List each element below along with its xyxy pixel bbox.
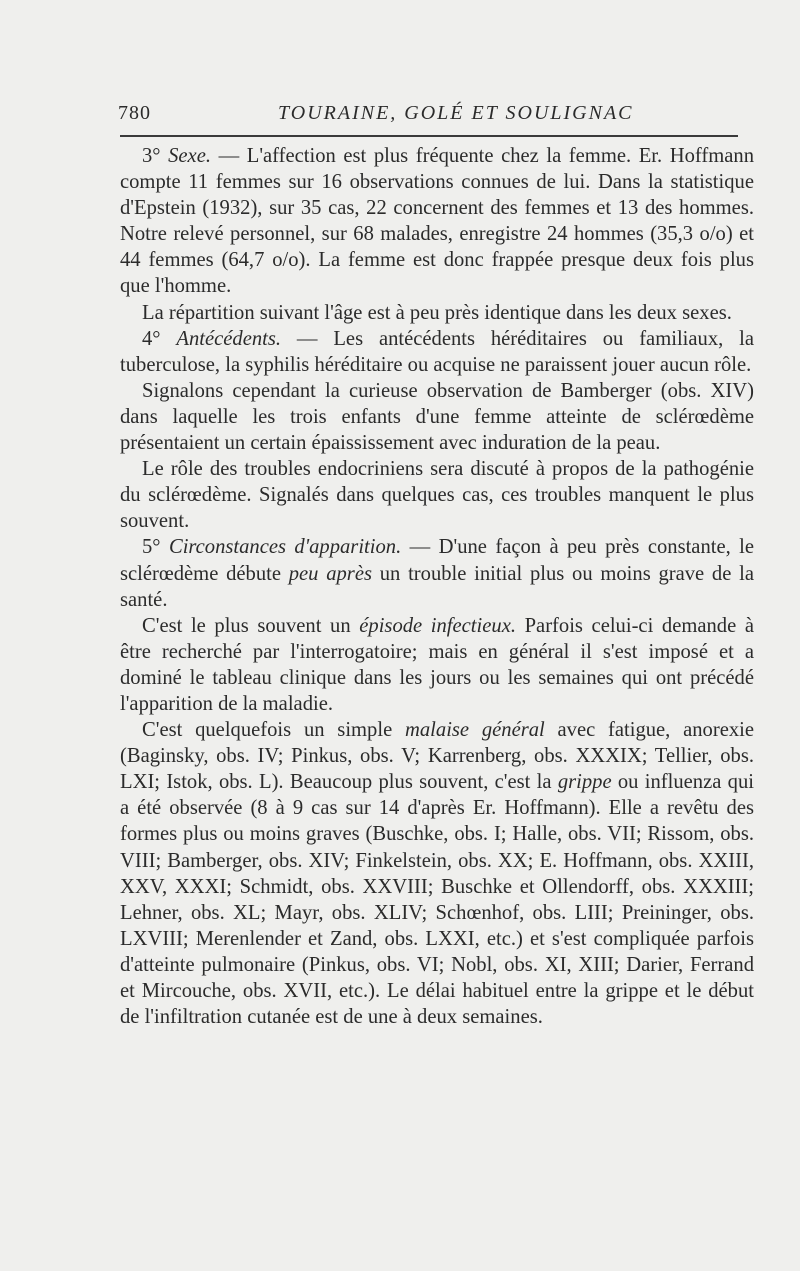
emphasis-text: épisode infectieux. <box>359 614 516 637</box>
paragraph-age <box>120 300 754 326</box>
paragraph-text: avec fatigue, anorexie (Baginsky, obs. IV; Pinkus, obs. V; Karrenberg, obs. XXXIX; Tellier, obs. LXI; Istok, obs. L). Beaucoup plus souvent, c'est la <box>120 719 754 794</box>
paragraph-text: Parfois celui-ci demande à être recherché par l'interrogatoire; mais en général il s'est imposé et a dominé le tableau clinique dans les jours ou les semaines qui ont précédé l'apparition de la maladie. <box>120 614 755 715</box>
paragraph-bamberger <box>120 378 754 456</box>
running-title: TOURAINE, GOLÉ ET SOULIGNAC <box>278 102 634 124</box>
section-number: 5° <box>142 536 161 559</box>
paragraph-infectieux <box>120 613 754 717</box>
paragraph-circonstances <box>120 534 754 612</box>
section-number: 4° <box>142 327 161 350</box>
paragraph-text: ou influenza qui a été observée (8 à 9 cas sur 14 d'après Er. Hoffmann). Elle a revêtu des formes plus ou moins graves (Buschke, obs. I; Halle, obs. VII; Rissom, obs. VIII; Bamberger, obs. XIV; Finkelstein, obs. XX; E. Hoffmann, obs. XXIII, XXV, XXXI; Schmidt, obs. XXVIII; Buschke et Ollendorff, obs. XXXIII; Lehner, obs. XL; Mayr, obs. XLIV; Schœnhof, obs. LIII; Preininger, obs. LXVIII; Merenlender et Zand, obs. LXXI, etc.) et s'est compliquée parfois d'atteinte pulmonaire (Pinkus, obs. VI; Nobl, obs. XI, XIII; Darier, Ferrand et Mircouche, obs. XVII, etc.). Le délai habituel entre la grippe et le début de l'infiltration cutanée est de une à deux semaines. <box>120 771 754 1029</box>
paragraph-text: Signalons cependant la curieuse observation de Bamberger (obs. XIV) dans laquelle les trois enfants d'une femme atteinte de sclérœdème présentaient un certain épaississement avec induration de la peau. <box>120 379 754 455</box>
section-title: Antécédents. <box>176 327 282 350</box>
header-rule <box>120 135 738 137</box>
page-number: 780 <box>118 102 151 124</box>
paragraph-endocrine <box>120 456 754 534</box>
body-text <box>120 143 754 1030</box>
section-title: Sexe. <box>168 145 211 167</box>
paragraph-sexe <box>120 143 754 300</box>
paragraph-text: — L'affection est plus fréquente chez la femme. Er. Hoffmann compte 11 femmes sur 16 observations connues de lui. Dans la statistique d'Epstein (1932), sur 35 cas, 22 concernent des femmes et 13 des hommes. Notre relevé personnel, sur 68 malades, enregistre 24 hommes (35,3 o/o) et 44 femmes (64,7 o/o). La femme est donc frappée presque deux fois plus que l'homme. <box>120 145 754 298</box>
paragraph-grippe <box>120 717 754 1030</box>
paragraph-text: — Les antécédents héréditaires ou familiaux, la tuberculose, la syphilis héréditaire ou acquise ne paraissent jouer aucun rôle. <box>120 327 754 376</box>
paragraph-antecedents <box>120 326 754 378</box>
paragraph-text: C'est le plus souvent un <box>142 614 360 637</box>
paragraph-text: — D'une façon à peu près constante, le sclérœdème débute <box>120 536 755 585</box>
paragraph-text: La répartition suivant l'âge est à peu près identique dans les deux sexes. <box>142 301 732 324</box>
emphasis-text: grippe <box>557 771 612 794</box>
section-number: 3° <box>142 145 161 167</box>
emphasis-text: malaise général <box>405 719 545 742</box>
page-header <box>118 100 748 130</box>
emphasis-text: peu après <box>288 562 372 585</box>
paragraph-text: un trouble initial plus ou moins grave de la santé. <box>120 562 754 611</box>
paragraph-text: Le rôle des troubles endocriniens sera discuté à propos de la pathogénie du sclérœdème. Signalés dans quelques cas, ces troubles manquent le plus souvent. <box>120 458 754 533</box>
section-title: Circonstances d'apparition. <box>168 536 402 559</box>
paragraph-text: C'est quelquefois un simple <box>142 719 405 742</box>
